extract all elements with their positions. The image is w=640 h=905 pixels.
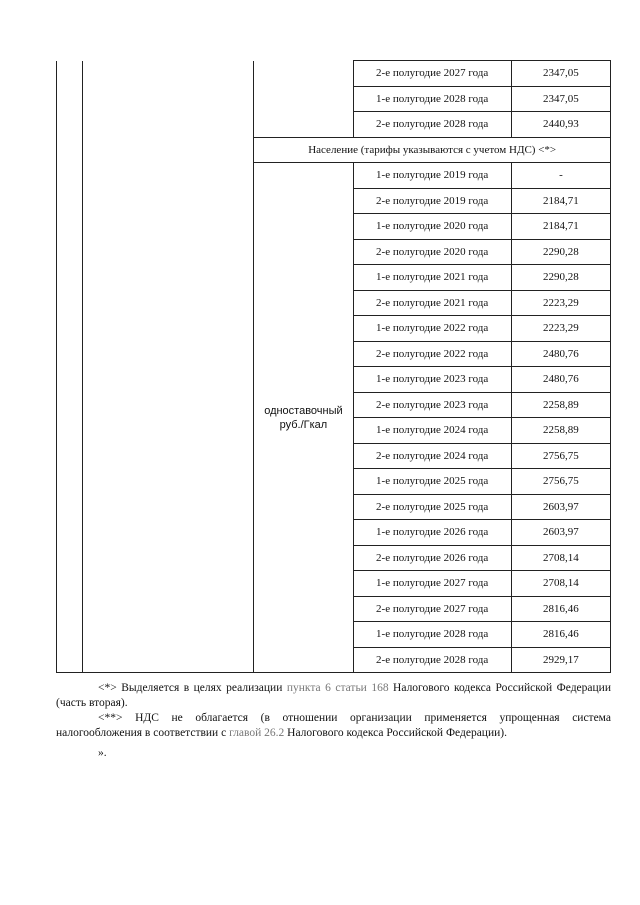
period-cell: 2-е полугодие 2028 года: [353, 647, 511, 673]
tariff-table: [56, 60, 611, 673]
value-cell: -: [511, 163, 610, 189]
organization-cell: [83, 61, 254, 673]
section-header: Население (тарифы указываются с учетом НДС) <*>: [254, 137, 611, 163]
period-cell: 1-е полугодие 2020 года: [353, 214, 511, 240]
period-cell: 1-е полугодие 2024 года: [353, 418, 511, 444]
tariff-type-cell: одноставочный руб./Гкал: [254, 163, 353, 673]
value-cell: 2290,28: [511, 239, 610, 265]
value-cell: 2184,71: [511, 188, 610, 214]
value-cell: 2223,29: [511, 316, 610, 342]
period-cell: 2-е полугодие 2020 года: [353, 239, 511, 265]
law-chapter-link[interactable]: главой 26.2: [229, 727, 285, 739]
value-cell: 2440,93: [511, 112, 610, 138]
value-cell: 2258,89: [511, 418, 610, 444]
period-cell: 2-е полугодие 2026 года: [353, 545, 511, 571]
value-cell: 2347,05: [511, 86, 610, 112]
value-cell: 2480,76: [511, 367, 610, 393]
tariff-type-cell-prev: [254, 61, 353, 138]
table-row: [57, 61, 611, 87]
period-cell: 2-е полугодие 2027 года: [353, 61, 511, 87]
period-cell: 2-е полугодие 2023 года: [353, 392, 511, 418]
period-cell: 2-е полугодие 2021 года: [353, 290, 511, 316]
period-cell: 1-е полугодие 2022 года: [353, 316, 511, 342]
value-cell: 2708,14: [511, 545, 610, 571]
value-cell: 2816,46: [511, 596, 610, 622]
period-cell: 1-е полугодие 2026 года: [353, 520, 511, 546]
period-cell: 1-е полугодие 2023 года: [353, 367, 511, 393]
period-cell: 1-е полугодие 2027 года: [353, 571, 511, 597]
period-cell: 2-е полугодие 2028 года: [353, 112, 511, 138]
value-cell: 2480,76: [511, 341, 610, 367]
value-cell: 2816,46: [511, 622, 610, 648]
closing-quote: ».: [98, 747, 107, 759]
value-cell: 2290,28: [511, 265, 610, 291]
value-cell: 2756,75: [511, 469, 610, 495]
value-cell: 2603,97: [511, 520, 610, 546]
period-cell: 1-е полугодие 2021 года: [353, 265, 511, 291]
law-reference-link[interactable]: пункта 6 статьи 168: [286, 682, 389, 694]
footnote-vat-exempt: <**> НДС не облагается (в отношении организации применяется упрощенная система налогообложения в соответствии с главой 26.2 Налогового кодекса Российской Федерации).: [56, 712, 611, 739]
period-cell: 2-е полугодие 2022 года: [353, 341, 511, 367]
value-cell: 2603,97: [511, 494, 610, 520]
value-cell: 2258,89: [511, 392, 610, 418]
period-cell: 2-е полугодие 2027 года: [353, 596, 511, 622]
period-cell: 1-е полугодие 2019 года: [353, 163, 511, 189]
period-cell: 1-е полугодие 2028 года: [353, 622, 511, 648]
value-cell: 2929,17: [511, 647, 610, 673]
value-cell: 2708,14: [511, 571, 610, 597]
value-cell: 2347,05: [511, 61, 610, 87]
value-cell: 2756,75: [511, 443, 610, 469]
period-cell: 2-е полугодие 2024 года: [353, 443, 511, 469]
footnotes: [56, 681, 611, 761]
number-cell: [57, 61, 83, 673]
period-cell: 1-е полугодие 2028 года: [353, 86, 511, 112]
value-cell: 2184,71: [511, 214, 610, 240]
footnote-vat-allocated: <*> Выделяется в целях реализации пункта 6 статьи 168 Налогового кодекса Российской Федерации (часть вторая).: [56, 682, 611, 709]
value-cell: 2223,29: [511, 290, 610, 316]
period-cell: 2-е полугодие 2025 года: [353, 494, 511, 520]
period-cell: 2-е полугодие 2019 года: [353, 188, 511, 214]
period-cell: 1-е полугодие 2025 года: [353, 469, 511, 495]
